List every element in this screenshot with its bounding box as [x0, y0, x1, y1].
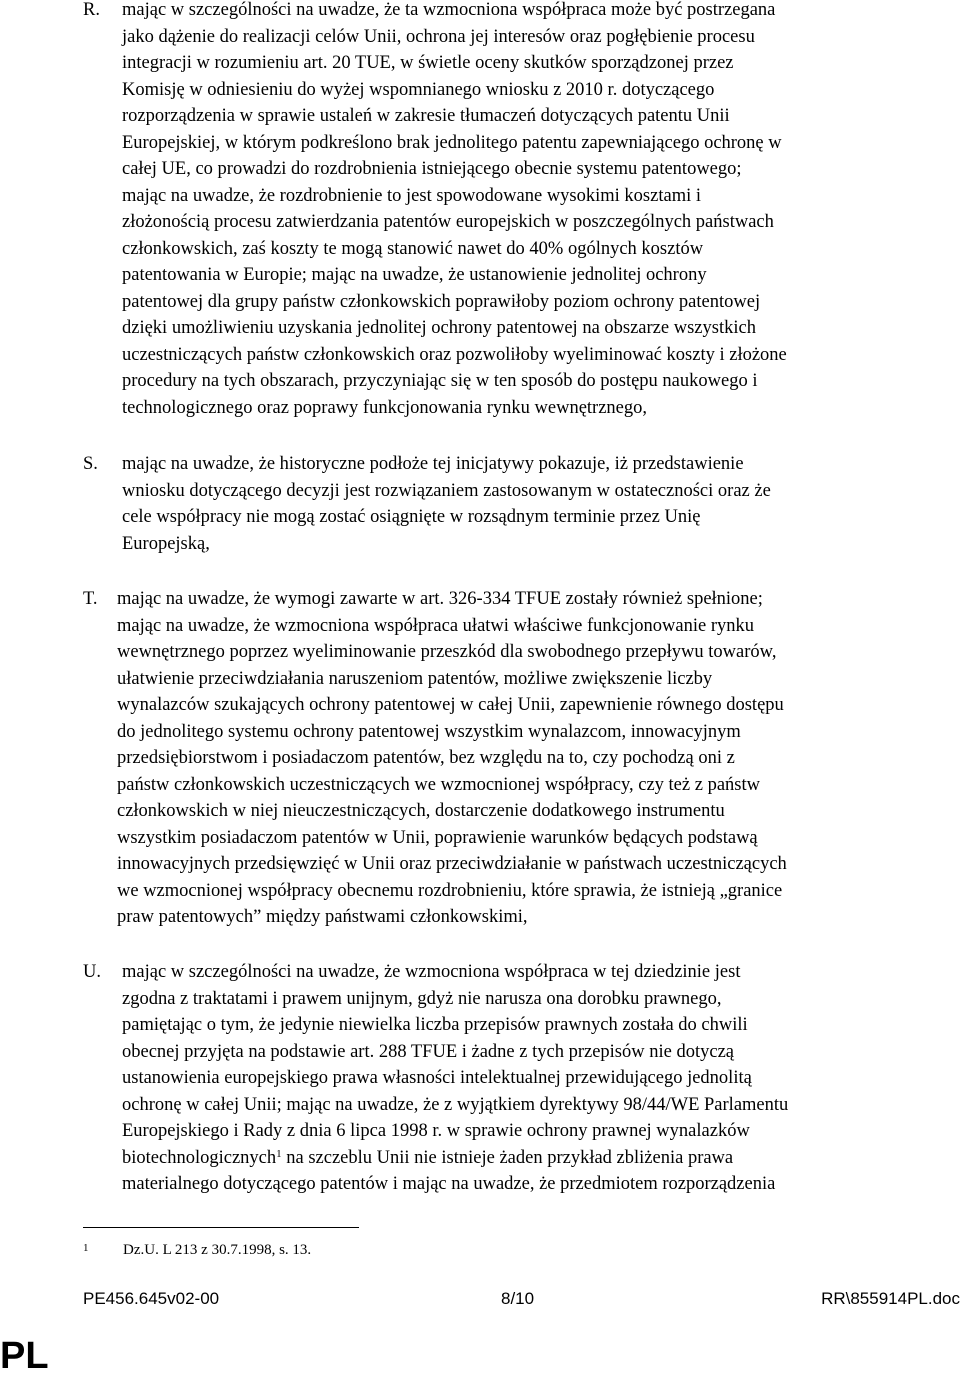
text-line: wynalazców szukających ochrony patentowej w całej Unii, zapewnienie równego dostępu: [117, 695, 784, 715]
text-line: obecnej przyjęta na podstawie art. 288 TFUE i żadne z tych przepisów nie dotyczą: [122, 1041, 734, 1062]
text-line: wewnętrznego poprzez wyeliminowanie przeszkód dla swobodnego przepływu towarów,: [117, 642, 777, 662]
paragraph-body: [122, 0, 960, 421]
text-line: integracji w rozumieniu art. 20 TUE, w świetle oceny skutków sporządzonej przez: [122, 53, 734, 73]
text-line-with-footnote: [122, 1145, 960, 1172]
text-line: wniosku dotyczącego decyzji jest rozwiązaniem zastosowanym w ostateczności oraz że: [122, 480, 771, 501]
text-line: Europejską,: [122, 533, 210, 554]
text-line: materialnego dotyczącego patentów i mając na uwadze, że przedmiotem rozporządzenia: [122, 1174, 776, 1194]
text-line: jako dążenie do realizacji celów Unii, ochrona jej interesów oraz pogłębienie procesu: [122, 26, 755, 47]
text-line: mając w szczególności na uwadze, że wzmocniona współpraca w tej dziedzinie jest: [122, 962, 741, 982]
paragraph-body: [122, 451, 960, 557]
document-reference: PE456.645v02-00: [83, 1289, 220, 1308]
footnote-separator: [83, 1227, 359, 1228]
text-line: rozporządzenia w sprawie ustaleń w zakresie tłumaczeń dotyczących patentu Unii: [122, 106, 730, 126]
paragraph-letter: T.: [83, 589, 98, 609]
text-line: cele współpracy nie mogą zostać osiągnięte w rozsądnym terminie przez Unię: [122, 507, 701, 527]
paragraph-body: [117, 586, 960, 931]
file-name: RR\855914PL.doc: [821, 1289, 960, 1308]
text-line: ułatwienie przeciwdziałania naruszeniom patentów, możliwe zwiększenie liczby: [117, 668, 713, 689]
footnote-text: Dz.U. L 213 z 30.7.1998, s. 13.: [123, 1242, 312, 1258]
text-line: ochronę w całej Unii; mając na uwadze, że z wyjątkiem dyrektywy 98/44/WE Parlamentu: [122, 1094, 789, 1115]
footnote-marker[interactable]: 1: [276, 1147, 282, 1160]
text-line: do jednolitego systemu ochrony patentowej wszystkim wynalazcom, innowacyjnym: [117, 721, 741, 742]
paragraph-letter: R.: [83, 0, 100, 20]
text-line: technologicznego oraz poprawy funkcjonowania rynku wewnętrznego,: [122, 397, 648, 418]
text-line: dzięki umożliwieniu uzyskania jednolitej ochrony patentowej na obszarze wszystkich: [122, 318, 756, 338]
text-line: wszystkim posiadaczom patentów w Unii, poprawienie warunków będących podstawą: [117, 827, 758, 848]
text-line: pamiętając o tym, że jedynie niewielka liczba przepisów prawnych została do chwili: [122, 1015, 748, 1035]
text-line: mając na uwadze, że wymogi zawarte w art. 326-334 TFUE zostały również spełnione;: [117, 589, 763, 609]
text-line: patentowej dla grupy państw członkowskich poprawiłoby poziom ochrony patentowej: [122, 291, 761, 312]
text-line: mając w szczególności na uwadze, że ta wzmocniona współpraca może być postrzegana: [122, 0, 776, 20]
text-line: we wzmocnionej współpracy obecnemu rozdrobnieniu, które sprawia, że istnieją „granice: [117, 880, 783, 901]
text-line: państw członkowskich uczestniczących we wzmocnionej współpracy, czy też z państw: [117, 774, 760, 795]
paragraph-letter: S.: [83, 454, 98, 474]
paragraph-letter: U.: [83, 962, 101, 982]
text-line: praw patentowych” między państwami członkowskimi,: [117, 907, 528, 927]
text-line: procedury na tych obszarach, przyczyniając się w ten sposób do postępu naukowego i: [122, 371, 758, 391]
language-code: PL: [0, 1335, 49, 1377]
text-line: Komisję w odniesieniu do wyżej wspomnianego wniosku z 2010 r. dotyczącego: [122, 79, 715, 100]
text-segment: biotechnologicznych: [122, 1147, 277, 1168]
text-line: patentowania w Europie; mając na uwadze, że ustanowienie jednolitej ochrony: [122, 265, 707, 285]
text-line: całej UE, co prowadzi do rozdrobnienia istniejącego obecnie systemu patentowego;: [122, 159, 742, 179]
text-line: mając na uwadze, że rozdrobnienie to jest spowodowane wysokimi kosztami i: [122, 185, 701, 206]
text-line: mając na uwadze, że historyczne podłoże tej inicjatywy pokazuje, iż przedstawienie: [122, 454, 744, 474]
text-line: Europejskiej, w którym podkreślono brak jednolitego patentu zapewniającego ochronę w: [122, 132, 782, 153]
text-line: ustanowienia europejskiego prawa własności intelektualnej przewidującego jednolitą: [122, 1068, 752, 1088]
footnote-number: 1: [83, 1242, 89, 1254]
text-segment: na szczeblu Unii nie istnieje żaden przykład zbliżenia prawa: [286, 1147, 734, 1168]
text-line: członkowskich, zaś koszty te mogą stanowić nawet do 40% ogólnych kosztów: [122, 238, 704, 259]
text-line: innowacyjnych przedsięwzięć w Unii oraz przeciwdziałanie w państwach uczestniczących: [117, 854, 787, 874]
text-line: złożonością procesu zatwierdzania patentów europejskich w poszczególnych państwach: [122, 212, 774, 232]
text-line: przedsiębiorstwom i posiadaczom patentów, bez względu na to, czy pochodzą oni z: [117, 748, 735, 768]
paragraph-body: [122, 959, 960, 1198]
text-line: zgodna z traktatami i prawem unijnym, gdyż nie narusza ona dorobku prawnego,: [122, 988, 722, 1009]
page-number: 8/10: [501, 1289, 535, 1308]
text-line: Europejskiego i Rady z dnia 6 lipca 1998 r. w sprawie ochrony prawnej wynalazków: [122, 1121, 750, 1141]
text-line: członkowskich w niej nieuczestniczących, dostarczenie dodatkowego instrumentu: [117, 801, 725, 821]
text-line: uczestniczących państw członkowskich oraz pozwoliłoby wyeliminować koszty i złożone: [122, 344, 787, 365]
text-line: mając na uwadze, że wzmocniona współpraca ułatwi właściwe funkcjonowanie rynku: [117, 615, 754, 636]
